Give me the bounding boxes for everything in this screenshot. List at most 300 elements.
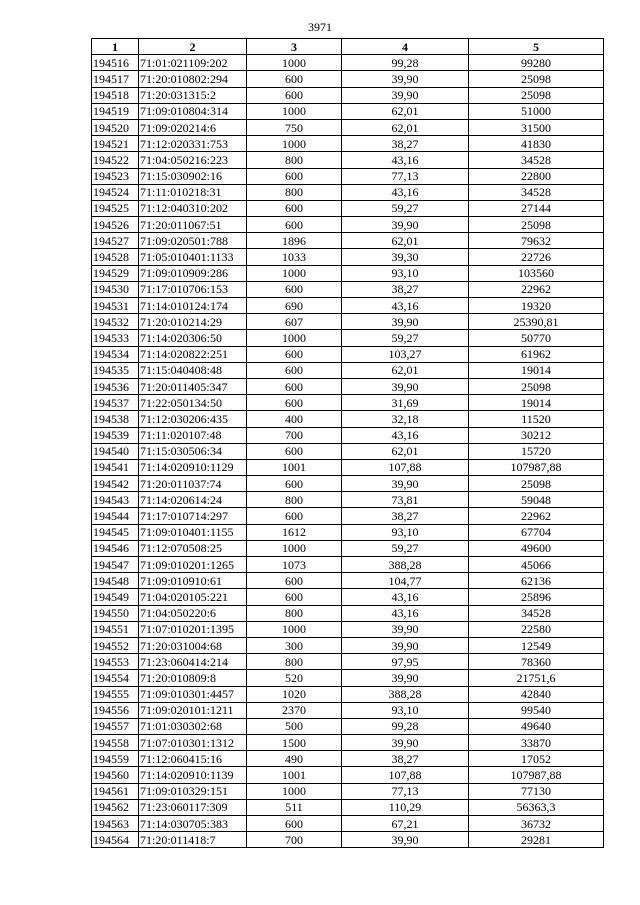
table-row	[92, 281, 604, 297]
row-number-cell: 194564	[92, 832, 139, 848]
cadastral-number-cell: 71:09:010329:151	[139, 783, 247, 799]
value-cell: 33870	[469, 735, 604, 751]
table-row	[92, 217, 604, 233]
rate-cell: 31,69	[342, 395, 469, 411]
area-cell: 800	[247, 184, 342, 200]
cadastral-number-cell: 71:09:010910:61	[139, 573, 247, 589]
area-cell: 1000	[247, 136, 342, 152]
area-cell: 600	[247, 573, 342, 589]
rate-cell: 107,88	[342, 459, 469, 475]
table-row	[92, 524, 604, 540]
value-cell: 19014	[469, 362, 604, 378]
area-cell: 520	[247, 670, 342, 686]
area-cell: 600	[247, 589, 342, 605]
area-cell: 600	[247, 443, 342, 459]
area-cell: 1073	[247, 557, 342, 573]
rate-cell: 62,01	[342, 233, 469, 249]
rate-cell: 67,21	[342, 816, 469, 832]
area-cell: 700	[247, 427, 342, 443]
area-cell: 1000	[247, 621, 342, 637]
area-cell: 600	[247, 378, 342, 394]
row-number-cell: 194548	[92, 573, 139, 589]
value-cell: 12549	[469, 637, 604, 653]
cadastral-number-cell: 71:14:020910:1129	[139, 459, 247, 475]
value-cell: 25098	[469, 217, 604, 233]
rate-cell: 59,27	[342, 330, 469, 346]
value-cell: 50770	[469, 330, 604, 346]
table-row	[92, 119, 604, 135]
rate-cell: 99,28	[342, 718, 469, 734]
value-cell: 77130	[469, 783, 604, 799]
rate-cell: 43,16	[342, 427, 469, 443]
value-cell: 99540	[469, 702, 604, 718]
row-number-cell: 194554	[92, 670, 139, 686]
table-row	[92, 459, 604, 475]
cadastral-number-cell: 71:04:050220:6	[139, 605, 247, 621]
rate-cell: 77,13	[342, 783, 469, 799]
table-row	[92, 702, 604, 718]
table-row	[92, 265, 604, 281]
cadastral-number-cell: 71:09:010201:1265	[139, 557, 247, 573]
rate-cell: 59,27	[342, 540, 469, 556]
area-cell: 300	[247, 637, 342, 653]
rate-cell: 62,01	[342, 443, 469, 459]
rate-cell: 107,88	[342, 767, 469, 783]
row-number-cell: 194550	[92, 605, 139, 621]
area-cell: 1000	[247, 103, 342, 119]
row-number-cell: 194519	[92, 103, 139, 119]
row-number-cell: 194520	[92, 119, 139, 135]
row-number-cell: 194547	[92, 557, 139, 573]
table-row	[92, 249, 604, 265]
table-row	[92, 378, 604, 394]
row-number-cell: 194527	[92, 233, 139, 249]
cadastral-number-cell: 71:11:010218:31	[139, 184, 247, 200]
row-number-cell: 194521	[92, 136, 139, 152]
row-number-cell: 194518	[92, 87, 139, 103]
value-cell: 25896	[469, 589, 604, 605]
value-cell: 42840	[469, 686, 604, 702]
rate-cell: 388,28	[342, 686, 469, 702]
area-cell: 511	[247, 799, 342, 815]
row-number-cell: 194534	[92, 346, 139, 362]
data-table	[91, 38, 604, 848]
value-cell: 22962	[469, 508, 604, 524]
table-body	[92, 55, 604, 848]
value-cell: 21751,6	[469, 670, 604, 686]
rate-cell: 110,29	[342, 799, 469, 815]
value-cell: 25098	[469, 476, 604, 492]
cadastral-number-cell: 71:05:010401:1133	[139, 249, 247, 265]
row-number-cell: 194531	[92, 298, 139, 314]
row-number-cell: 194517	[92, 71, 139, 87]
table-row	[92, 362, 604, 378]
cadastral-number-cell: 71:23:060117:309	[139, 799, 247, 815]
table-row	[92, 718, 604, 734]
area-cell: 600	[247, 217, 342, 233]
value-cell: 61962	[469, 346, 604, 362]
table-row	[92, 783, 604, 799]
row-number-cell: 194535	[92, 362, 139, 378]
value-cell: 103560	[469, 265, 604, 281]
cadastral-number-cell: 71:20:031004:68	[139, 637, 247, 653]
row-number-cell: 194560	[92, 767, 139, 783]
row-number-cell: 194522	[92, 152, 139, 168]
column-header-4: 4	[342, 39, 469, 55]
rate-cell: 93,10	[342, 524, 469, 540]
cadastral-number-cell: 71:14:020910:1139	[139, 767, 247, 783]
cadastral-number-cell: 71:15:030902:16	[139, 168, 247, 184]
rate-cell: 39,90	[342, 637, 469, 653]
value-cell: 25098	[469, 87, 604, 103]
cadastral-number-cell: 71:17:010714:297	[139, 508, 247, 524]
area-cell: 600	[247, 281, 342, 297]
column-header-2: 2	[139, 39, 247, 55]
rate-cell: 62,01	[342, 103, 469, 119]
rate-cell: 39,90	[342, 670, 469, 686]
value-cell: 22580	[469, 621, 604, 637]
area-cell: 1000	[247, 55, 342, 71]
cadastral-number-cell: 71:20:011067:51	[139, 217, 247, 233]
area-cell: 750	[247, 119, 342, 135]
cadastral-number-cell: 71:04:050216:223	[139, 152, 247, 168]
rate-cell: 39,90	[342, 87, 469, 103]
cadastral-number-cell: 71:14:030705:383	[139, 816, 247, 832]
rate-cell: 99,28	[342, 55, 469, 71]
cadastral-number-cell: 71:12:070508:25	[139, 540, 247, 556]
cadastral-number-cell: 71:09:010401:1155	[139, 524, 247, 540]
table-row	[92, 152, 604, 168]
cadastral-number-cell: 71:17:010706:153	[139, 281, 247, 297]
value-cell: 22962	[469, 281, 604, 297]
row-number-cell: 194546	[92, 540, 139, 556]
row-number-cell: 194555	[92, 686, 139, 702]
value-cell: 22800	[469, 168, 604, 184]
page-number: 3971	[308, 20, 332, 34]
table-row	[92, 589, 604, 605]
cadastral-number-cell: 71:23:060414:214	[139, 654, 247, 670]
cadastral-number-cell: 71:20:010802:294	[139, 71, 247, 87]
rate-cell: 39,90	[342, 217, 469, 233]
table-row	[92, 71, 604, 87]
rate-cell: 39,90	[342, 71, 469, 87]
cadastral-number-cell: 71:12:060415:16	[139, 751, 247, 767]
table-row	[92, 443, 604, 459]
rate-cell: 39,90	[342, 735, 469, 751]
cadastral-number-cell: 71:14:020306:50	[139, 330, 247, 346]
row-number-cell: 194541	[92, 459, 139, 475]
cadastral-number-cell: 71:20:011405:347	[139, 378, 247, 394]
row-number-cell: 194545	[92, 524, 139, 540]
cadastral-number-cell: 71:22:050134:50	[139, 395, 247, 411]
rate-cell: 43,16	[342, 589, 469, 605]
cadastral-number-cell: 71:12:020331:753	[139, 136, 247, 152]
table-row	[92, 168, 604, 184]
area-cell: 600	[247, 71, 342, 87]
row-number-cell: 194529	[92, 265, 139, 281]
header-row	[92, 39, 604, 55]
cadastral-number-cell: 71:14:020822:251	[139, 346, 247, 362]
area-cell: 2370	[247, 702, 342, 718]
row-number-cell: 194557	[92, 718, 139, 734]
rate-cell: 39,30	[342, 249, 469, 265]
column-header-1: 1	[92, 39, 139, 55]
cadastral-number-cell: 71:15:030506:34	[139, 443, 247, 459]
table-row	[92, 654, 604, 670]
table-row	[92, 103, 604, 119]
cadastral-number-cell: 71:09:020101:1211	[139, 702, 247, 718]
cadastral-number-cell: 71:20:010809:8	[139, 670, 247, 686]
area-cell: 1000	[247, 265, 342, 281]
rate-cell: 97,95	[342, 654, 469, 670]
area-cell: 600	[247, 362, 342, 378]
table-row	[92, 751, 604, 767]
area-cell: 1612	[247, 524, 342, 540]
row-number-cell: 194528	[92, 249, 139, 265]
rate-cell: 103,27	[342, 346, 469, 362]
value-cell: 67704	[469, 524, 604, 540]
area-cell: 600	[247, 395, 342, 411]
area-cell: 600	[247, 346, 342, 362]
rate-cell: 43,16	[342, 152, 469, 168]
value-cell: 79632	[469, 233, 604, 249]
rate-cell: 62,01	[342, 362, 469, 378]
cadastral-number-cell: 71:20:011418:7	[139, 832, 247, 848]
cadastral-number-cell: 71:12:040310:202	[139, 200, 247, 216]
area-cell: 600	[247, 476, 342, 492]
value-cell: 59048	[469, 492, 604, 508]
rate-cell: 39,90	[342, 832, 469, 848]
cadastral-number-cell: 71:14:020614:24	[139, 492, 247, 508]
table-row	[92, 767, 604, 783]
row-number-cell: 194516	[92, 55, 139, 71]
value-cell: 99280	[469, 55, 604, 71]
row-number-cell: 194532	[92, 314, 139, 330]
rate-cell: 388,28	[342, 557, 469, 573]
value-cell: 27144	[469, 200, 604, 216]
rate-cell: 43,16	[342, 298, 469, 314]
area-cell: 1000	[247, 783, 342, 799]
table-row	[92, 136, 604, 152]
cadastral-number-cell: 71:09:010909:286	[139, 265, 247, 281]
value-cell: 25098	[469, 378, 604, 394]
area-cell: 1001	[247, 767, 342, 783]
area-cell: 800	[247, 654, 342, 670]
row-number-cell: 194533	[92, 330, 139, 346]
table-row	[92, 87, 604, 103]
row-number-cell: 194559	[92, 751, 139, 767]
row-number-cell: 194563	[92, 816, 139, 832]
rate-cell: 43,16	[342, 605, 469, 621]
rate-cell: 62,01	[342, 119, 469, 135]
table-row	[92, 346, 604, 362]
cadastral-number-cell: 71:01:030302:68	[139, 718, 247, 734]
cadastral-number-cell: 71:09:020214:6	[139, 119, 247, 135]
area-cell: 1000	[247, 540, 342, 556]
value-cell: 22726	[469, 249, 604, 265]
row-number-cell: 194556	[92, 702, 139, 718]
cadastral-number-cell: 71:09:020501:788	[139, 233, 247, 249]
value-cell: 56363,3	[469, 799, 604, 815]
table-row	[92, 298, 604, 314]
table-row	[92, 799, 604, 815]
cadastral-number-cell: 71:20:011037:74	[139, 476, 247, 492]
rate-cell: 73,81	[342, 492, 469, 508]
value-cell: 17052	[469, 751, 604, 767]
value-cell: 78360	[469, 654, 604, 670]
table-row	[92, 233, 604, 249]
table-row	[92, 492, 604, 508]
row-number-cell: 194524	[92, 184, 139, 200]
row-number-cell: 194544	[92, 508, 139, 524]
table-row	[92, 621, 604, 637]
row-number-cell: 194540	[92, 443, 139, 459]
row-number-cell: 194543	[92, 492, 139, 508]
row-number-cell: 194525	[92, 200, 139, 216]
table-row	[92, 816, 604, 832]
value-cell: 36732	[469, 816, 604, 832]
area-cell: 400	[247, 411, 342, 427]
cadastral-number-cell: 71:12:030206:435	[139, 411, 247, 427]
value-cell: 19320	[469, 298, 604, 314]
cadastral-number-cell: 71:01:021109:202	[139, 55, 247, 71]
cadastral-number-cell: 71:09:010301:4457	[139, 686, 247, 702]
row-number-cell: 194549	[92, 589, 139, 605]
row-number-cell: 194542	[92, 476, 139, 492]
column-header-5: 5	[469, 39, 604, 55]
row-number-cell: 194562	[92, 799, 139, 815]
table-row	[92, 508, 604, 524]
value-cell: 25098	[469, 71, 604, 87]
rate-cell: 59,27	[342, 200, 469, 216]
area-cell: 1896	[247, 233, 342, 249]
rate-cell: 39,90	[342, 476, 469, 492]
rate-cell: 39,90	[342, 314, 469, 330]
cadastral-number-cell: 71:20:031315:2	[139, 87, 247, 103]
cadastral-number-cell: 71:09:010804:314	[139, 103, 247, 119]
table-row	[92, 832, 604, 848]
cadastral-number-cell: 71:14:010124:174	[139, 298, 247, 314]
area-cell: 607	[247, 314, 342, 330]
value-cell: 49640	[469, 718, 604, 734]
rate-cell: 77,13	[342, 168, 469, 184]
cadastral-number-cell: 71:04:020105:221	[139, 589, 247, 605]
rate-cell: 93,10	[342, 265, 469, 281]
row-number-cell: 194552	[92, 637, 139, 653]
value-cell: 107987,88	[469, 767, 604, 783]
table-row	[92, 55, 604, 71]
area-cell: 1500	[247, 735, 342, 751]
value-cell: 30212	[469, 427, 604, 443]
area-cell: 490	[247, 751, 342, 767]
table-row	[92, 540, 604, 556]
rate-cell: 38,27	[342, 508, 469, 524]
cadastral-number-cell: 71:11:020107:48	[139, 427, 247, 443]
area-cell: 600	[247, 508, 342, 524]
rate-cell: 38,27	[342, 281, 469, 297]
value-cell: 25390,81	[469, 314, 604, 330]
cadastral-number-cell: 71:07:010301:1312	[139, 735, 247, 751]
row-number-cell: 194537	[92, 395, 139, 411]
table-row	[92, 637, 604, 653]
row-number-cell: 194553	[92, 654, 139, 670]
area-cell: 800	[247, 492, 342, 508]
area-cell: 600	[247, 168, 342, 184]
value-cell: 15720	[469, 443, 604, 459]
rate-cell: 32,18	[342, 411, 469, 427]
value-cell: 51000	[469, 103, 604, 119]
table-row	[92, 314, 604, 330]
rate-cell: 104,77	[342, 573, 469, 589]
value-cell: 49600	[469, 540, 604, 556]
table-row	[92, 670, 604, 686]
rate-cell: 39,90	[342, 621, 469, 637]
table-row	[92, 557, 604, 573]
area-cell: 1001	[247, 459, 342, 475]
rate-cell: 38,27	[342, 751, 469, 767]
area-cell: 500	[247, 718, 342, 734]
value-cell: 41830	[469, 136, 604, 152]
area-cell: 1033	[247, 249, 342, 265]
value-cell: 34528	[469, 152, 604, 168]
value-cell: 62136	[469, 573, 604, 589]
value-cell: 19014	[469, 395, 604, 411]
value-cell: 11520	[469, 411, 604, 427]
table-row	[92, 605, 604, 621]
table-row	[92, 427, 604, 443]
value-cell: 29281	[469, 832, 604, 848]
table-row	[92, 395, 604, 411]
row-number-cell: 194538	[92, 411, 139, 427]
cadastral-number-cell: 71:15:040408:48	[139, 362, 247, 378]
rate-cell: 39,90	[342, 378, 469, 394]
area-cell: 600	[247, 87, 342, 103]
cadastral-number-cell: 71:07:010201:1395	[139, 621, 247, 637]
area-cell: 1000	[247, 330, 342, 346]
row-number-cell: 194561	[92, 783, 139, 799]
area-cell: 800	[247, 605, 342, 621]
table-row	[92, 184, 604, 200]
rate-cell: 93,10	[342, 702, 469, 718]
row-number-cell: 194536	[92, 378, 139, 394]
area-cell: 690	[247, 298, 342, 314]
table-row	[92, 330, 604, 346]
row-number-cell: 194539	[92, 427, 139, 443]
row-number-cell: 194526	[92, 217, 139, 233]
rate-cell: 38,27	[342, 136, 469, 152]
rate-cell: 43,16	[342, 184, 469, 200]
row-number-cell: 194530	[92, 281, 139, 297]
cadastral-number-cell: 71:20:010214:29	[139, 314, 247, 330]
area-cell: 700	[247, 832, 342, 848]
table-row	[92, 735, 604, 751]
table-row	[92, 200, 604, 216]
value-cell: 34528	[469, 184, 604, 200]
table-row	[92, 573, 604, 589]
value-cell: 45066	[469, 557, 604, 573]
row-number-cell: 194523	[92, 168, 139, 184]
column-header-3: 3	[247, 39, 342, 55]
value-cell: 31500	[469, 119, 604, 135]
row-number-cell: 194551	[92, 621, 139, 637]
value-cell: 107987,88	[469, 459, 604, 475]
area-cell: 600	[247, 816, 342, 832]
table-row	[92, 686, 604, 702]
table-row	[92, 476, 604, 492]
table-row	[92, 411, 604, 427]
row-number-cell: 194558	[92, 735, 139, 751]
value-cell: 34528	[469, 605, 604, 621]
